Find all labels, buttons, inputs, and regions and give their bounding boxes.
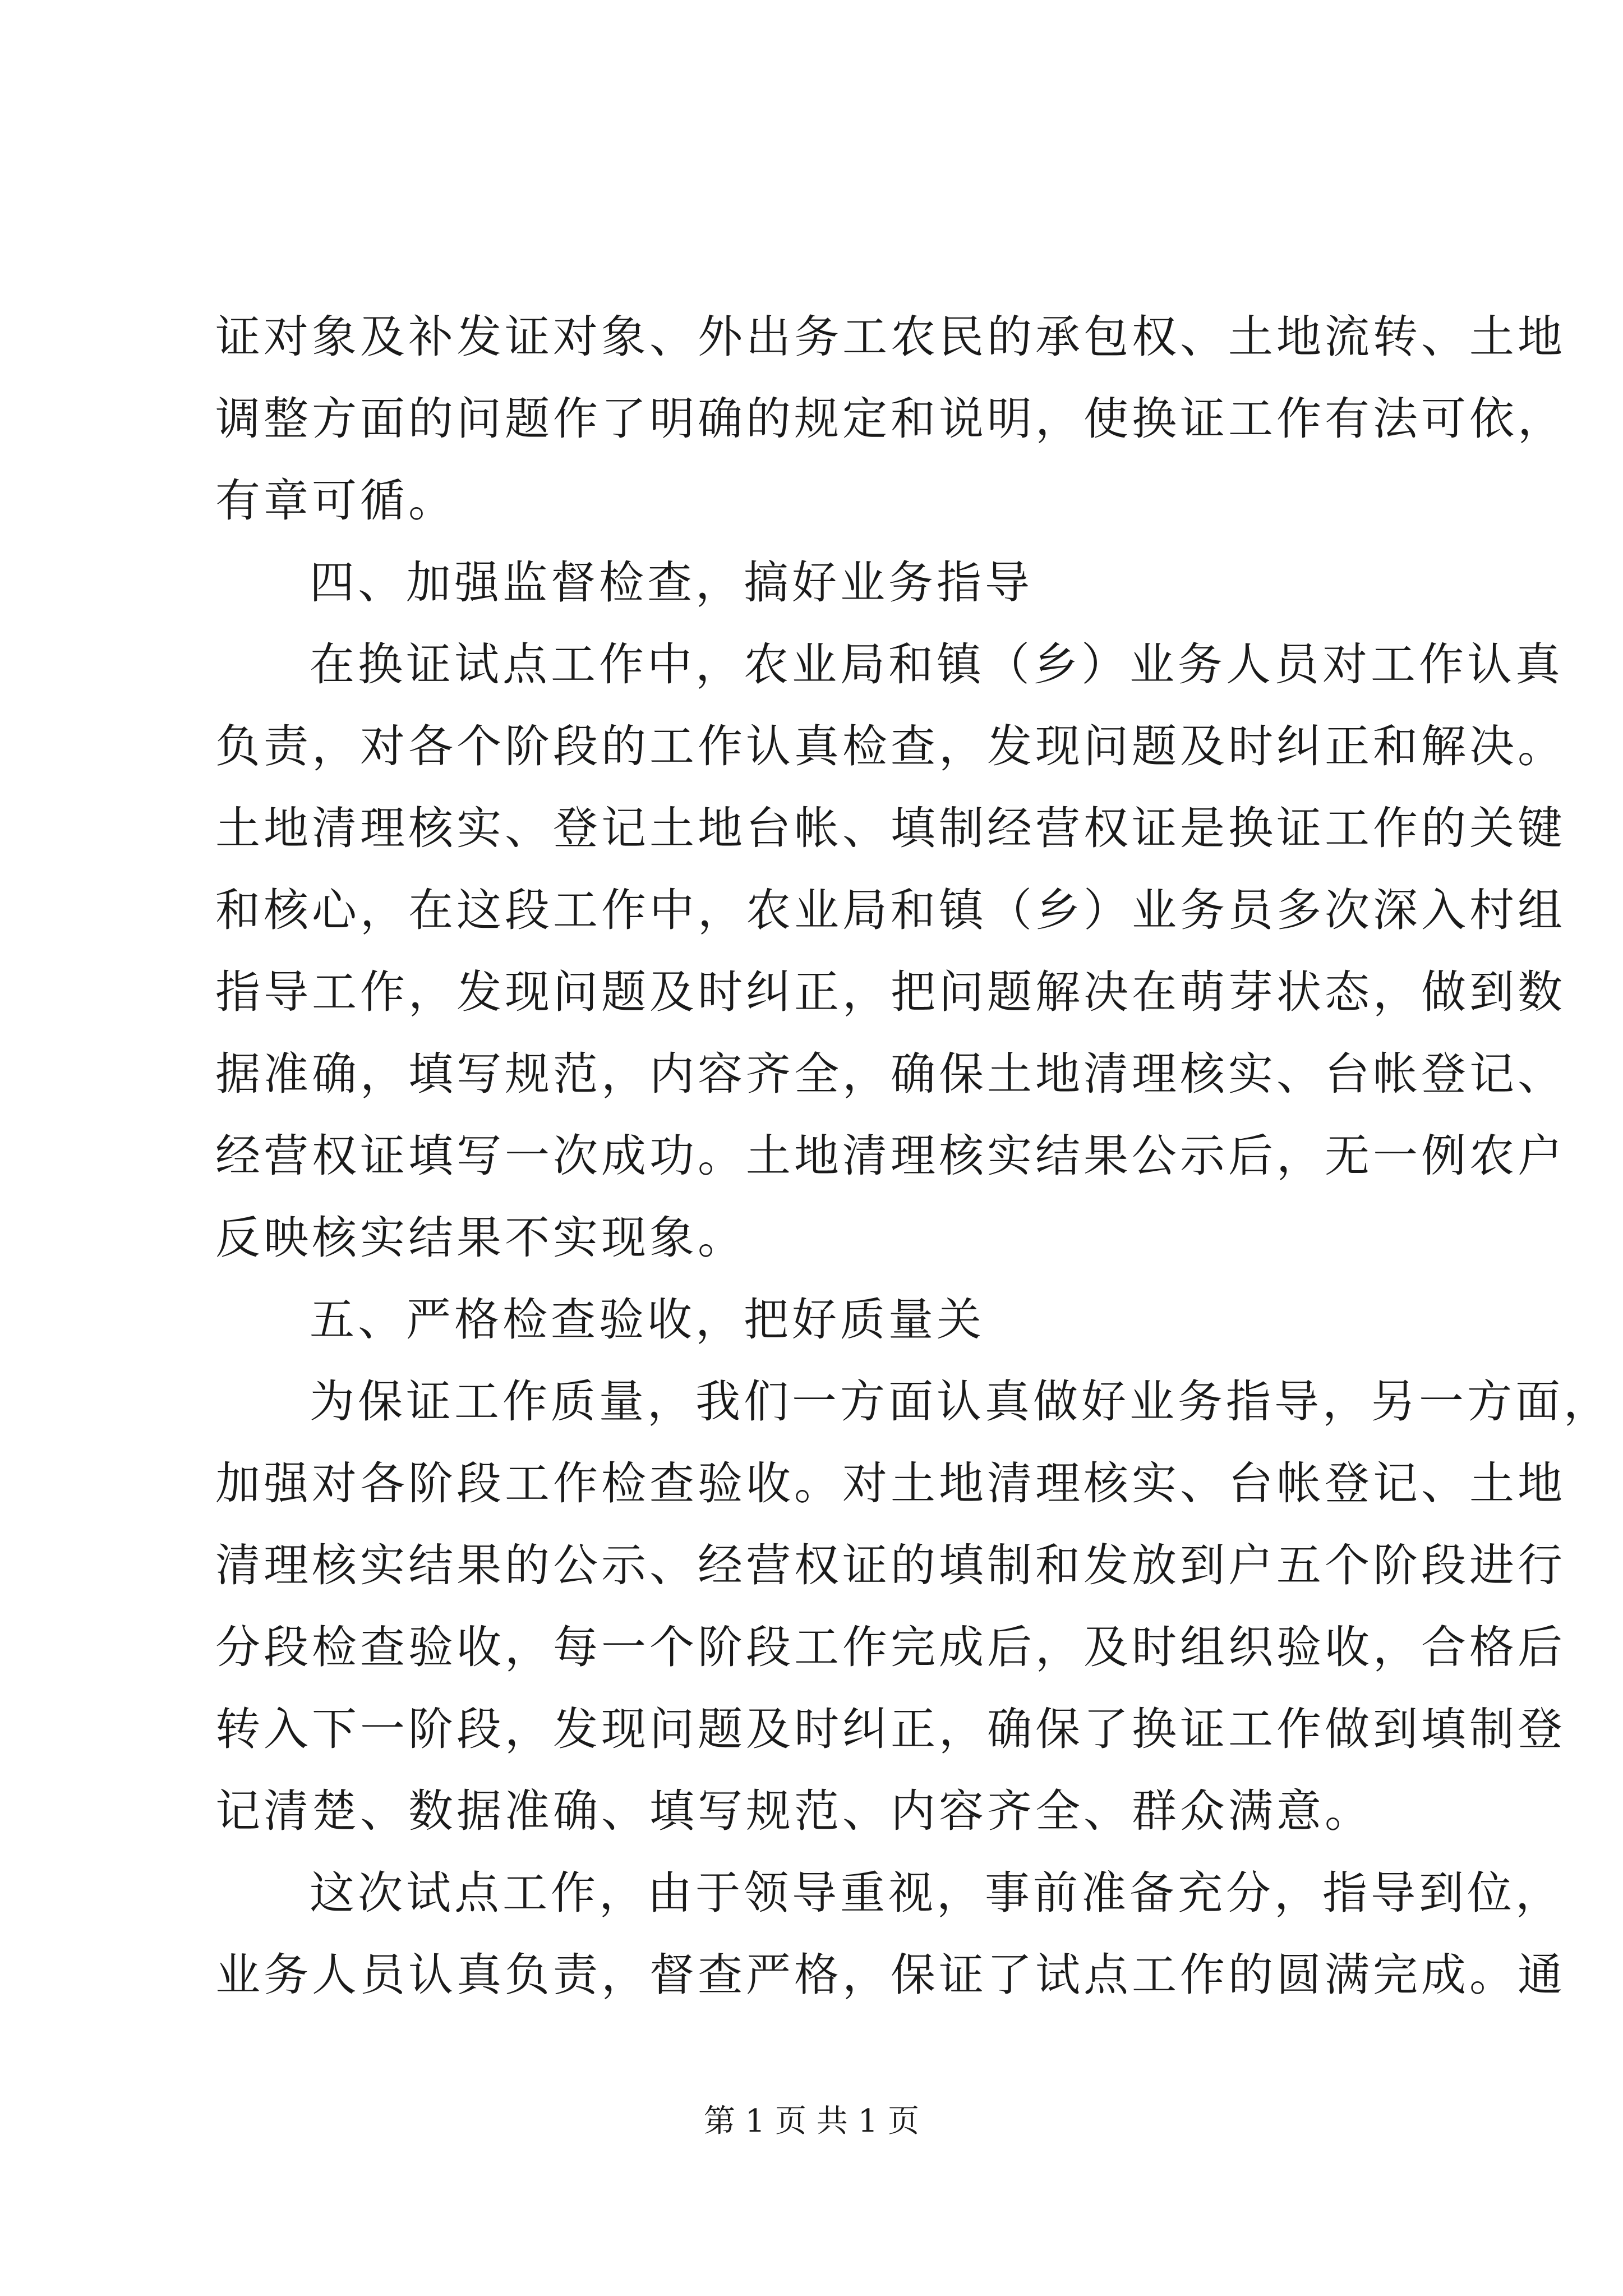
- text-line: 清理核实结果的公示、经营权证的填制和发放到户五个阶段进行: [215, 1539, 1566, 1591]
- text-line: 和核心，在这段工作中，农业局和镇（乡）业务员多次深入村组: [215, 884, 1566, 936]
- text-line: 转入下一阶段，发现问题及时纠正，确保了换证工作做到填制登: [215, 1703, 1566, 1755]
- text-line: 为保证工作质量，我们一方面认真做好业务指导，另一方面，: [310, 1375, 1612, 1428]
- text-line: 在换证试点工作中，农业局和镇（乡）业务人员对工作认真: [310, 638, 1564, 691]
- text-line: 土地清理核实、登记土地台帐、填制经营权证是换证工作的关键: [215, 802, 1566, 854]
- text-line: 据准确，填写规范，内容齐全，确保土地清理核实、台帐登记、: [215, 1048, 1566, 1100]
- text-line: 记清楚、数据准确、填写规范、内容齐全、群众满意。: [215, 1785, 1373, 1837]
- text-line: 负责，对各个阶段的工作认真检查，发现问题及时纠正和解决。: [215, 720, 1566, 772]
- text-line: 五、严格检查验收，把好质量关: [310, 1294, 985, 1346]
- text-line: 反映核实结果不实现象。: [215, 1212, 746, 1264]
- text-line: 证对象及补发证对象、外出务工农民的承包权、土地流转、土地: [215, 311, 1566, 363]
- text-line: 有章可循。: [215, 475, 457, 527]
- text-line: 指导工作，发现问题及时纠正，把问题解决在萌芽状态，做到数: [215, 966, 1566, 1018]
- text-line: 四、加强监督检查，搞好业务指导: [310, 556, 1033, 609]
- text-line: 分段检查验收，每一个阶段工作完成后，及时组织验收，合格后: [215, 1621, 1566, 1673]
- text-line: 经营权证填写一次成功。土地清理核实结果公示后，无一例农户: [215, 1130, 1566, 1182]
- text-line: 调整方面的问题作了明确的规定和说明，使换证工作有法可依，: [215, 393, 1566, 445]
- text-line: 这次试点工作，由于领导重视，事前准备充分，指导到位，: [310, 1867, 1564, 1919]
- document-body: [215, 296, 1612, 2016]
- page-footer: 第 1 页 共 1 页: [703, 2103, 920, 2139]
- text-line: 业务人员认真负责，督查严格，保证了试点工作的圆满完成。通: [215, 1949, 1566, 2001]
- text-line: 加强对各阶段工作检查验收。对土地清理核实、台帐登记、土地: [215, 1457, 1566, 1510]
